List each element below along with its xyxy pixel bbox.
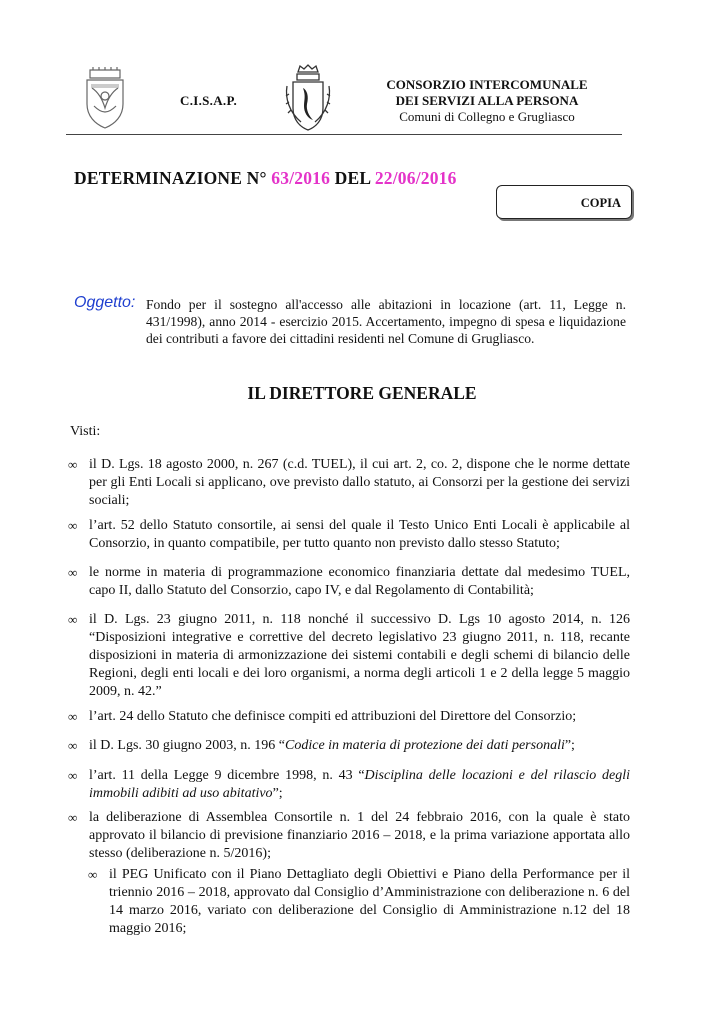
list-item [70,456,630,510]
determinazione-prefix: DETERMINAZIONE N° [74,168,272,188]
determinazione-middle: DEL [330,168,375,188]
infinity-bullet-icon: ∞ [88,867,98,882]
infinity-bullet-icon: ∞ [68,565,78,580]
org-acronym: C.I.S.A.P. [180,93,238,108]
org-name-line2: DEI SERVIZI ALLA PERSONA [395,93,579,108]
oggetto-text: Fondo per il sostegno all'accesso alle abitazioni in locazione (art. 11, Legge n. 431/1998), anno 2014 - esercizio 2015. Accertamento, impegno di spesa e liquidazione dei contributi a favore dei cittadini residenti nel Comune di Grugliasco. [146,297,626,346]
list-item-text-pre: il D. Lgs. 30 giugno 2003, n. 196 “ [89,738,285,753]
copia-label: COPIA [580,196,621,210]
list-item [70,737,630,755]
infinity-bullet-icon: ∞ [68,768,78,783]
infinity-bullet-icon: ∞ [68,518,78,533]
sub-list-item [90,866,630,938]
header-divider [66,134,622,135]
list-item-text-post: ”; [564,738,575,753]
list-item-text-post: ”; [272,786,283,801]
list-item [70,611,630,701]
determinazione-title [74,168,457,189]
org-municipalities: Comuni di Collegno e Grugliasco [399,109,575,124]
sub-list-item-text: il PEG Unificato con il Piano Dettagliato degli Obiettivi e Piano della Performance per il triennio 2016 – 2018, approvato dal Consiglio d’Amministrazione con deliberazione n. 6 del 14 marzo 2016, variato con deliberazione del Consiglio di Amministrazione n.12 del 18 maggio 2016; [109,867,630,936]
list-item-text: l’art. 52 dello Statuto consortile, ai sensi del quale il Testo Unico Enti Locali è applicabile al Consorzio, in quanto compatibile, per tutto quanto non previsto dallo stesso Statuto; [89,518,630,551]
list-item [70,564,630,600]
list-item-text [89,737,630,755]
list-item-text-italic: Disciplina delle locazioni e del rilascio degli immobili adibiti ad uso abitativo [89,768,630,801]
list-item-text: il D. Lgs. 23 giugno 2011, n. 118 nonché il successivo D. Lgs 10 agosto 2014, n. 126 “Disposizioni integrative e correttive del decreto legislativo 23 giugno 2011, n. 118, recante disposizioni in materia di armonizzazione dei sistemi contabili e degli schemi di bilancio delle Regioni, degli enti locali e dei loro organismi, a norma degli articoli 1 e 2 della legge 5 maggio 2009, n. 42.” [89,612,630,699]
infinity-bullet-icon: ∞ [68,709,78,724]
infinity-bullet-icon: ∞ [68,810,78,825]
determinazione-number: 63/2016 [271,168,331,188]
coat-of-arms-collegno-icon [82,66,128,130]
coat-of-arms-grugliasco-icon [283,64,333,134]
list-item [70,517,630,553]
list-item-text: il D. Lgs. 18 agosto 2000, n. 267 (c.d. TUEL), il cui art. 2, co. 2, dispone che le norme dettate per gli Enti Locali si applicano, ove previsto dallo statuto, ai Consorzi per la gestione dei servizi sociali; [89,457,630,508]
list-item-text-pre: l’art. 11 della Legge 9 dicembre 1998, n. 43 “ [89,768,365,783]
list-item [70,767,630,803]
list-item-text: l’art. 24 dello Statuto che definisce compiti ed attribuzioni del Direttore del Consorzio; [89,709,577,724]
infinity-bullet-icon: ∞ [68,738,78,753]
list-item [70,708,630,726]
list-item-text: la deliberazione di Assemblea Consortile n. 1 del 24 febbraio 2016, con la quale è stato approvato il bilancio di previsione finanziario 2016 – 2018, e la prima variazione apportata allo stesso (deliberazione n. 5/2016); [89,810,630,861]
list-item-text [89,767,630,803]
determinazione-date: 22/06/2016 [374,168,457,188]
oggetto-label: Oggetto: [74,294,136,311]
list-item-text: le norme in materia di programmazione economico finanziaria dettate dal medesimo TUEL, capo II, dallo Statuto del Consorzio, capo IV, e dal Regolamento di Contabilità; [89,565,630,598]
copia-badge [496,185,632,219]
visti-label: Visti: [70,424,101,439]
infinity-bullet-icon: ∞ [68,612,78,627]
section-title: IL DIRETTORE GENERALE [247,383,477,403]
list-item-text-italic: Codice in materia di protezione dei dati personali [285,738,565,753]
infinity-bullet-icon: ∞ [68,457,78,472]
org-name-line1: CONSORZIO INTERCOMUNALE [386,77,588,92]
list-item [70,809,630,863]
org-header [360,77,614,125]
